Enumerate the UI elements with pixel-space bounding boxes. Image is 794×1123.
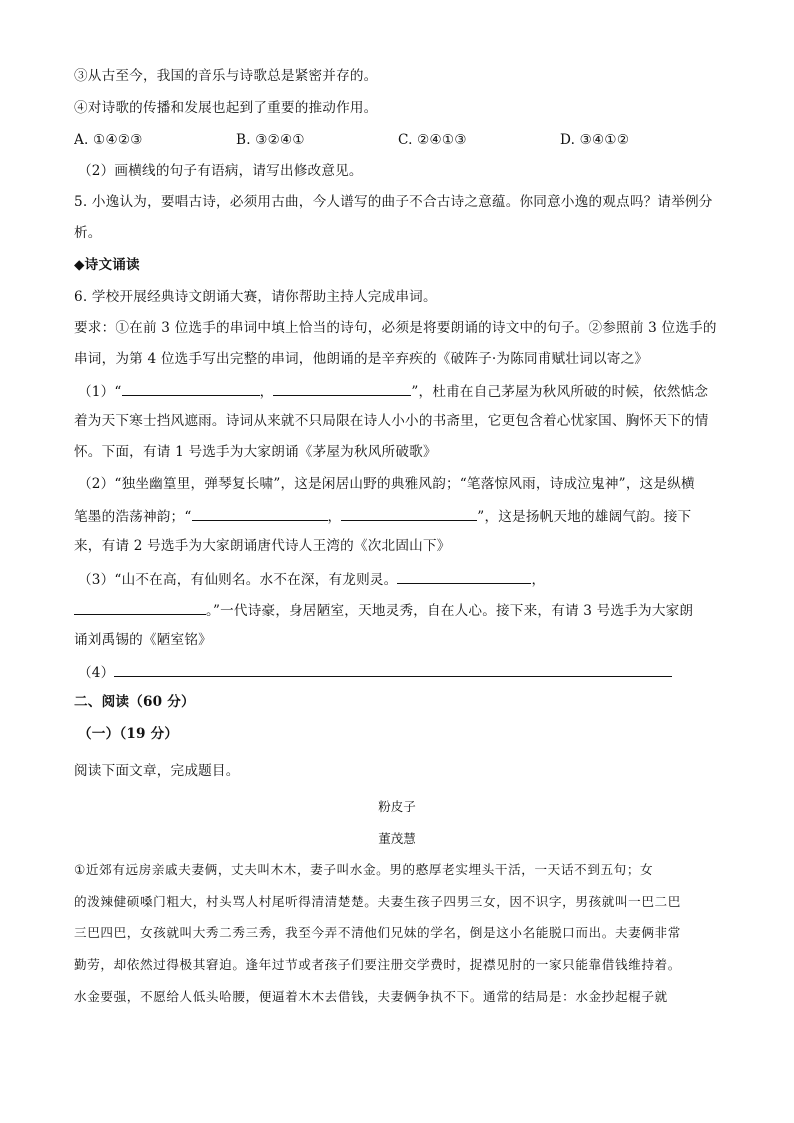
fill-line-4: （4）: [78, 661, 726, 683]
answer-blank[interactable]: [122, 380, 260, 396]
answer-options: [74, 130, 722, 150]
part-subheading: （一）（19 分）: [78, 726, 179, 742]
essay-author: 董茂慧: [378, 831, 416, 846]
text-line: 着为天下寒士挡风遮雨。诗词从来就不只局限在诗人小小的书斋里，它更包含着心忧家国、胸怀天下的情: [74, 413, 709, 429]
answer-blank[interactable]: [341, 505, 477, 521]
essay-line: 三巴四巴，女孩就叫大秀二秀三秀，我至今弄不清他们兄妹的学名，倒是这小名能脱口而出。夫妻俩非常: [74, 925, 681, 940]
fill-line-1: （1）“ ， ”，杜甫在自己茅屋为秋风所破的时候，依然惦念: [78, 380, 726, 402]
essay-line: 水金要强，不愿给人低头哈腰，便逼着木木去借钱，夫妻俩争执不下。通常的结局是：水金抄起棍子就: [74, 989, 668, 1004]
question-5: 5. 小逸认为，要唱古诗，必须用古曲，今人谱写的曲子不合古诗之意蕴。你同意小逸的观点吗？请举例分: [74, 194, 713, 210]
question-6: 6. 学校开展经典诗文朗诵大赛，请你帮助主持人完成串词。: [74, 289, 437, 305]
text-line: 诵刘禹锡的《陋室铭》: [74, 632, 212, 648]
essay-line: ①近郊有远房亲戚夫妻俩，丈夫叫木木，妻子叫水金。男的憨厚老实埋头干活，一天话不到五句；女: [74, 862, 654, 877]
answer-blank[interactable]: [192, 505, 328, 521]
answer-blank[interactable]: [74, 599, 206, 615]
essay-line: 的泼辣健硕嗓门粗大，村头骂人村尾听得清清楚楚。夫妻生孩子四男三女，因不识字，男孩就叫一巴二巴: [74, 894, 681, 909]
answer-blank[interactable]: [273, 380, 411, 396]
essay-line: 勤劳，却依然过得极其窘迫。逢年过节或者孩子们要注册交学费时，捉襟见肘的一家只能靠借钱维持着。: [74, 957, 681, 972]
fill-line-3: （3）“山不在高，有仙则名。水不在深，有龙则灵。 ，: [78, 568, 726, 590]
requirement-line: 串词，为第 4 位选手写出完整的串词，他朗诵的是辛弃疾的《破阵子·为陈同甫赋壮词以寄之》: [74, 351, 649, 367]
option-c: C. ②④①③: [398, 132, 467, 148]
option-a: A. ①④②③: [74, 132, 143, 148]
question-line: （2）画横线的句子有语病，请写出修改意见。: [78, 163, 363, 179]
essay-title: 粉皮子: [378, 799, 416, 814]
section-heading: ◆诗文诵读: [74, 257, 140, 273]
text-line: 怀。下面，有请 1 号选手为大家朗诵《茅屋为秋风所破歌》: [74, 444, 437, 460]
fill-line-2: 笔墨的浩荡神韵；“ ， ”，这是扬帆天地的雄阔气韵。接下: [74, 505, 722, 527]
part-heading: 二、阅读（60 分）: [74, 694, 195, 710]
requirement-line: 要求：①在前 3 位选手的串词中填上恰当的诗句，必须是将要朗诵的诗文中的句子。②参照前 3 位选手的: [74, 320, 717, 336]
text-line: ③从古至今，我国的音乐与诗歌总是紧密并存的。: [74, 68, 378, 84]
text-line: 析。: [74, 225, 102, 241]
text-line: ④对诗歌的传播和发展也起到了重要的推动作用。: [74, 100, 378, 116]
answer-blank[interactable]: [397, 568, 531, 584]
fill-line-3b: 。”一代诗豪，身居陋室，天地灵秀，自在人心。接下来，有请 3 号选手为大家朗: [74, 599, 722, 621]
option-b: B. ③②④①: [236, 132, 305, 148]
text-line: 来，有请 2 号选手为大家朗诵唐代诗人王湾的《次北固山下》: [74, 538, 451, 554]
option-d: D. ③④①②: [560, 132, 630, 148]
text-line: （2）“独坐幽篁里，弹琴复长啸”，这是闲居山野的典雅风韵；“笔落惊风雨，诗成泣鬼神”，这是纵横: [78, 476, 695, 492]
answer-blank[interactable]: [114, 661, 672, 677]
instruction-line: 阅读下面文章，完成题目。: [74, 763, 240, 779]
